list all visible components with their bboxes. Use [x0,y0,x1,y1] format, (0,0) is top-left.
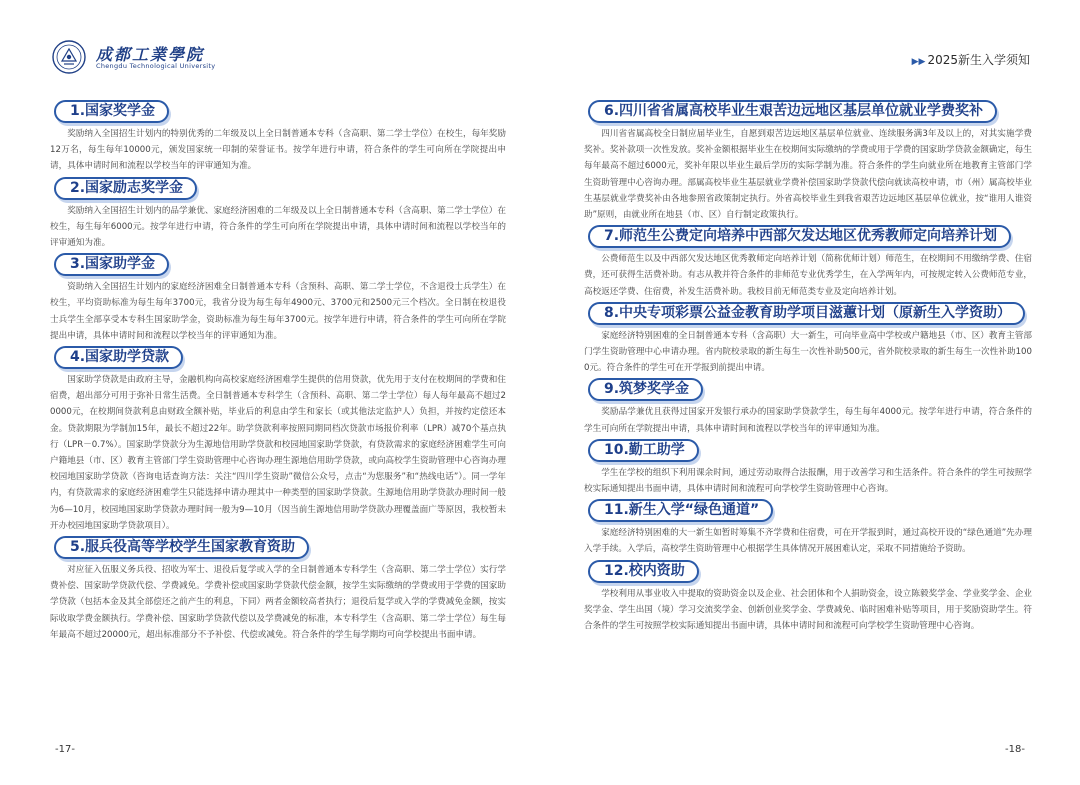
logo-english-name: Chengdu Technological University [96,62,216,70]
section-national-encouragement-scholarship [50,177,506,252]
section-body: 资助纳入全国招生计划内的家庭经济困难全日制普通本专科（含预科、高职、第二学士学位，不含退役士兵学生）在校生，平均资助标准为每生每年3700元，我省分设为每生每年4900元、3700元和2500元三个档次。全日制在校退役士兵学生全部享受本专科生国家助学金，资助标准为每生每年3700元。按学年进行申请，符合条件的学生可向所在学院提出申请，具体申请时间和流程以学校当年的评审通知为准。 [50,282,506,341]
section-remote-area-employment-subsidy [584,100,1032,223]
section-title: 10.勤工助学 [588,439,699,462]
section-title: 5.服兵役高等学校学生国家教育资助 [54,536,309,559]
section-body: 国家助学贷款是由政府主导，金融机构向高校家庭经济困难学生提供的信用贷款，优先用于支付在校期间的学费和住宿费，超出部分可用于弥补日常生活费。全日制普通本专科学生（含预科、高职、第二学士学位）每人每年最高不超过20000元，在校期间贷款利息由财政全额补贴，毕业后的利息由学生和家长（或其他法定监护人）负担，并按约定偿还本金。贷款期限为学制加15年，最长不超过22年。助学贷款利率按照同期同档次贷款市场报价利率（LPR）减70个基点执行（LPR－0.7%）。国家助学贷款分为生源地信用助学贷款和校园地国家助学贷款，有贷款需求的家庭经济困难学生可向户籍地县（市、区）教育主管部门学生资助管理中心咨询办理生源地信用助学贷款，或向高校学生资助管理中心咨询办理校园地国家助学贷款（咨询电话查询方法：关注“四川学生资助”微信公众号，点击“为您服务”和“热线电话”）。同一学年内，有贷款需求的家庭经济困难学生只能选择申请办理其中一种类型的国家助学贷款。生源地信用助学贷款办理时间一般为6—10月，校园地国家助学贷款办理时间一般为9—10月（因当前生源地信用助学贷款办理覆盖面广等原因，我校暂未开办校园地国家助学贷款项目）。 [50,375,506,531]
page-number-right: -18- [1005,744,1025,755]
section-title: 4.国家助学贷款 [54,346,183,369]
section-work-study [584,439,1032,497]
section-lottery-fund-aid [584,302,1032,377]
section-body: 四川省省属高校全日制应届毕业生，自愿到艰苦边远地区基层单位就业、连续服务满3年及以上的，对其实施学费奖补。奖补款项一次性发放。奖补金额根据毕业生在校期间实际缴纳的学费或用于学费的国家助学贷款金额确定，每生每年最高不超过6000元，奖补年限以毕业生最后学历的实际学制为准。符合条件的学生向就业所在地教育主管部门学生资助管理中心咨询办理。部属高校毕业生基层就业学费补偿国家助学贷款代偿向就读高校申请，市（州）属高校毕业生基层就业学费奖补由各地参照省政策制定执行。外省高校毕业生到我省艰苦边远地区基层单位就业，按“谁用人谁资助”原则，由就业所在地县（市、区）自行制定政策执行。 [584,129,1032,221]
left-page-column [50,100,506,645]
page-header [0,0,1080,80]
section-campus-aid [584,560,1032,635]
section-title: 3.国家助学金 [54,253,169,276]
section-title: 8.中央专项彩票公益金教育助学项目滋蕙计划（原新生入学资助） [588,302,1025,325]
university-seal-icon [52,40,86,74]
section-body: 家庭经济特别困难的全日制普通本专科（含高职）大一新生，可向毕业高中学校或户籍地县（市、区）教育主管部门学生资助管理中心申请办理。省内院校录取的新生每生一次性补助500元，省外院校录取的新生每生一次性补助1000元。符合条件的学生可在开学报到前提出申请。 [584,330,1032,374]
header-tag-text: 2025新生入学须知 [927,53,1030,67]
section-military-service-aid [50,536,506,643]
header-tag [912,51,1030,68]
section-title: 7.师范生公费定向培养中西部欠发达地区优秀教师定向培养计划 [588,225,1011,248]
section-body: 学校利用从事业收入中提取的资助资金以及企业、社会团体和个人捐助资金，设立陈毅奖学金、学业奖学金、企业奖学金、学生出国（境）学习交流奖学金、创新创业奖学金、学费减免、临时困难补贴等项目，用于奖励资助学生。符合条件的学生可按照学校实际通知提出书面申请，具体申请时间和流程可向学校学生资助管理中心咨询。 [584,588,1032,632]
section-body: 公费师范生以及中西部欠发达地区优秀教师定向培养计划（简称优师计划）师范生，在校期间不用缴纳学费、住宿费，还可获得生活费补助。有志从教并符合条件的非师范专业优秀学生，在入学两年内，可按规定转入公费师范专业，高校返还学费、住宿费，补发生活费补助。我校目前无师范类专业及定向培养计划。 [584,254,1032,297]
section-body: 奖励纳入全国招生计划内的品学兼优、家庭经济困难的二年级及以上全日制普通本专科（含高职、第二学士学位）在校生，每生每年6000元。按学年进行申请，符合条件的学生可向所在学院提出申请，具体申请时间和流程以学校当年的评审通知为准。 [50,205,506,249]
section-body: 学生在学校的组织下利用课余时间，通过劳动取得合法报酬，用于改善学习和生活条件。符合条件的学生可按照学校实际通知提出书面申请，具体申请时间和流程可向学校学生资助管理中心咨询。 [584,467,1032,495]
section-zhumeng-scholarship [584,378,1032,436]
section-title: 2.国家励志奖学金 [54,177,197,200]
section-body: 奖励纳入全国招生计划内的特别优秀的二年级及以上全日制普通本专科（含高职、第二学士学位）在校生，每年奖励12万名，每生每年10000元，颁发国家统一印制的荣誉证书。按学年进行申请，符合条件的学生可向所在学院提出申请，具体申请时间和流程以学校当年的评审通知为准。 [50,129,506,172]
section-body: 对应征入伍服义务兵役、招收为军士、退役后复学或入学的全日制普通本专科学生（含高职、第二学士学位）实行学费补偿、国家助学贷款代偿、学费减免。学费补偿或国家助学贷款代偿金额，按学生实际缴纳的学费或用于学费的国家助学贷款（包括本金及其全部偿还之前产生的利息，下同）两者金额较高者执行；退役后复学或入学的学费减免金额，按实际收取学费金额执行。学费补偿、国家助学贷款代偿以及学费减免的标准，本专科学生（含高职、第二学士学位）每生每年最高不超过20000元，超出标准部分不予补偿、代偿或减免。符合条件的学生每学期均可向学校提出书面申请。 [50,565,506,640]
section-national-grant [50,253,506,344]
university-logo [52,40,292,76]
section-national-scholarship [50,100,506,175]
section-title: 11.新生入学“绿色通道” [588,499,773,522]
section-title: 12.校内资助 [588,560,699,583]
section-body: 奖励品学兼优且获得过国家开发银行承办的国家助学贷款学生，每生每年4000元。按学年进行申请，符合条件的学生可向所在学院提出申请，具体申请时间和流程以学校当年的评审通知为准。 [584,407,1032,434]
right-page-column [584,100,1032,636]
section-title: 6.四川省省属高校毕业生艰苦边远地区基层单位就业学费奖补 [588,100,997,123]
double-arrow-icon: ▶▶ [911,57,926,67]
section-teacher-training-program [584,225,1032,300]
logo-chinese-name: 成都工業學院 [96,45,205,64]
page-number-left: -17- [55,744,75,755]
section-title: 1.国家奖学金 [54,100,169,123]
section-body: 家庭经济特别困难的大一新生如暂时筹集不齐学费和住宿费，可在开学报到时，通过高校开设的“绿色通道”先办理入学手续。入学后，高校学生资助管理中心根据学生具体情况开展困难认定，采取不同措施给予资助。 [584,528,1032,555]
section-national-student-loan [50,346,506,534]
section-title: 9.筑梦奖学金 [588,378,703,401]
section-green-channel [584,499,1032,557]
